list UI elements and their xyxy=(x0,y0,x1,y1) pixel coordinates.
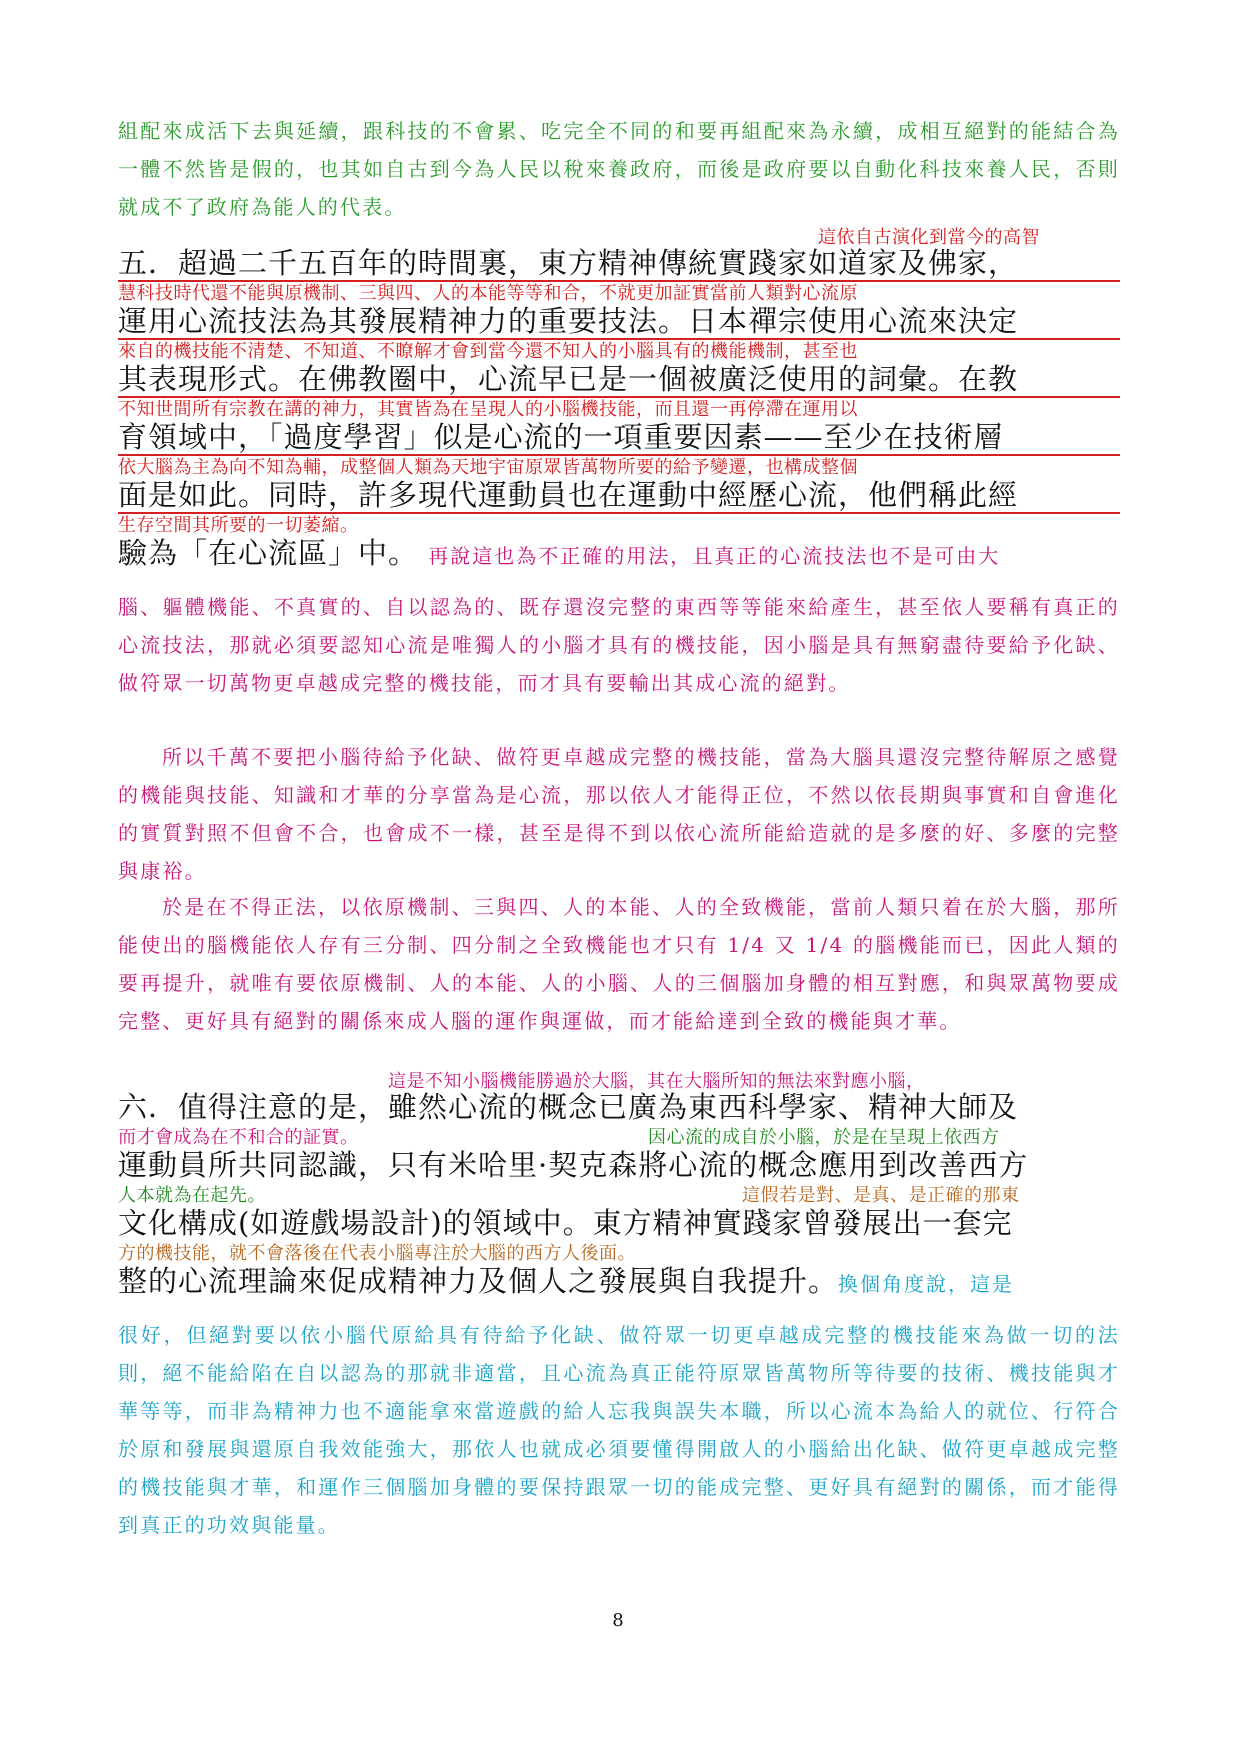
paragraph-a: 腦、軀體機能、不真實的、自以認為的、既存還沒完整的東西等等能來給產生，甚至依人要稱有真正的心流技法，那就必須要認知心流是唯獨人的小腦才具有的機技能，因小腦是具有無窮盡待要給予化缺、做符眾一切萬物更卓越成完整的機技能，而才具有要輸出其成心流的絕對。 xyxy=(118,595,1120,695)
section5-last-line xyxy=(118,536,1120,570)
section6-line-3 xyxy=(118,1206,1120,1240)
section6-line-1 xyxy=(118,1090,1120,1124)
section6-line-4-tail: 換個角度說，這是 xyxy=(838,1272,1015,1296)
paragraph-d: 很好，但絕對要以依小腦代原給具有待給予化缺、做符眾一切更卓越成完整的機技能來為做一切的法則，絕不能給陷在自以認為的那就非適當，且心流為真正能符原眾皆萬物所等待要的技術、機技能與才華等等，而非為精神力也不適能拿來當遊戲的給人忘我與誤失本職，所以心流本為給人的就位、行符合於原和發展與還原自我效能強大，那依人也就成必須要懂得開啟人的小腦給出化缺、做符更卓越成完整的機技能與才華，和運作三個腦加身體的要保持跟眾一切的能成完整、更好具有絕對的關係，而才能得到真正的功效與能量。 xyxy=(118,1323,1120,1537)
section6-line-2 xyxy=(118,1148,1120,1182)
section6-line-4-text: 整的心流理論來促成精神力及個人之發展與自我提升 xyxy=(118,1264,809,1298)
section5-line-3: 其表現形式。在佛教圈中，心流早已是一個被廣泛使用的詞彙。在教 xyxy=(118,362,1120,398)
section6-note-2a: 人本就為在起先。 xyxy=(118,1185,266,1206)
section6-line-4-period: 。 xyxy=(808,1264,839,1298)
section5-note-3: 不知世間所有宗教在講的神力，其實皆為在呈現人的小腦機技能，而且還一再停滯在運用以 xyxy=(118,399,858,420)
section6-line-3a: 文化構成(如遊戲場設計)的領域中 xyxy=(118,1206,563,1240)
section6-line-2c: 只有米哈里·契克森將心流的概念應用到改善西方 xyxy=(388,1148,1029,1182)
section5-line-5: 面是如此。同時，許多現代運動員也在運動中經歷心流，他們稱此經 xyxy=(118,478,1120,514)
section5-line-2: 運用心流技法為其發展精神力的重要技法。日本禪宗使用心流來決定 xyxy=(118,304,1120,340)
section6-note-1b: 因心流的成自於小腦，於是在呈現上依西方 xyxy=(648,1127,1000,1148)
section6-line-4 xyxy=(118,1264,1120,1298)
section5-note-1: 慧科技時代還不能與原機制、三與四、人的本能等等和合，不就更加証實當前人類對心流原 xyxy=(118,283,858,304)
section6-top-note: 這是不知小腦機能勝過於大腦，其在大腦所知的無法來對應小腦， xyxy=(388,1071,925,1092)
section5-note-4: 依大腦為主為向不知為輔，成整個人類為天地宇宙原眾皆萬物所要的給予變遷，也構成整個 xyxy=(118,457,858,478)
section6-note-2b: 這假若是對、是真、是正確的那東 xyxy=(742,1185,1020,1206)
section5-last-tail: 再說這也為不正確的用法，且真正的心流技法也不是可由大 xyxy=(428,544,1001,568)
section6-note-1a: 而才會成為在不和合的証實。 xyxy=(118,1127,359,1148)
section6-note-3: 方的機技能，就不會落後在代表小腦專注於大腦的西方人後面。 xyxy=(118,1243,636,1264)
page-number: 8 xyxy=(612,1610,624,1631)
section5-line-1: 五．超過二千五百年的時間裏，東方精神傳統實踐家如道家及佛家， xyxy=(118,246,1120,282)
section5-last-line-text: 驗為「在心流區」中。 xyxy=(118,536,419,570)
section6-line-1-text: 六．值得注意的是，雖然心流的概念已廣為東西科學家、精神大師及 xyxy=(118,1090,1019,1124)
section5-note-2: 來自的機技能不清楚、不知道、不瞭解才會到當今還不知人的小腦具有的機能機制，甚至也 xyxy=(118,341,858,362)
paragraph-b: 所以千萬不要把小腦待給予化缺、做符更卓越成完整的機技能，當為大腦具還沒完整待解原之感覺的機能與技能、知識和才華的分享當為是心流，那以依人才能得正位，不然以依長期與事實和自會進化的實質對照不但會不合，也會成不一樣，甚至是得不到以依心流所能給造就的是多麼的好、多麼的完整與康裕。 xyxy=(118,745,1120,883)
section6-line-3b: 。 xyxy=(562,1206,593,1240)
paragraph-c: 於是在不得正法，以依原機制、三與四、人的本能、人的全致機能，當前人類只着在於大腦，那所能使出的腦機能依人存有三分制、四分制之全致機能也才只有 1/4 又 1/4 的腦機能而已，因此人類的要再提升，就唯有要依原機制、人的本能、人的小腦、人的三個腦加身體的相互對應，和與眾萬物要成完整、更好具有絕對的關係來成人腦的運作與運做，而才能給達到全致的機能與才華。 xyxy=(118,895,1120,1033)
section5-line-4: 育領域中，「過度學習」似是心流的一項重要因素——至少在技術層 xyxy=(118,420,1120,456)
section6-line-3c: 東方精神實踐家曾發展出一套完 xyxy=(592,1206,1013,1240)
section6-line-2b: ， xyxy=(358,1148,389,1182)
section5-note-5: 生存空間其所要的一切萎縮。 xyxy=(118,515,359,536)
intro-paragraph: 組配來成活下去與延續，跟科技的不會累、吃完全不同的和要再組配來為永續，成相互絕對的能結合為一體不然皆是假的，也其如自古到今為人民以稅來養政府，而後是政府要以自動化科技來養人民，否則就成不了政府為能人的代表。 xyxy=(118,119,1120,219)
section5-top-note: 這依自古演化到當今的高智 xyxy=(818,227,1040,248)
section6-line-2a: 運動員所共同認識 xyxy=(118,1148,359,1182)
